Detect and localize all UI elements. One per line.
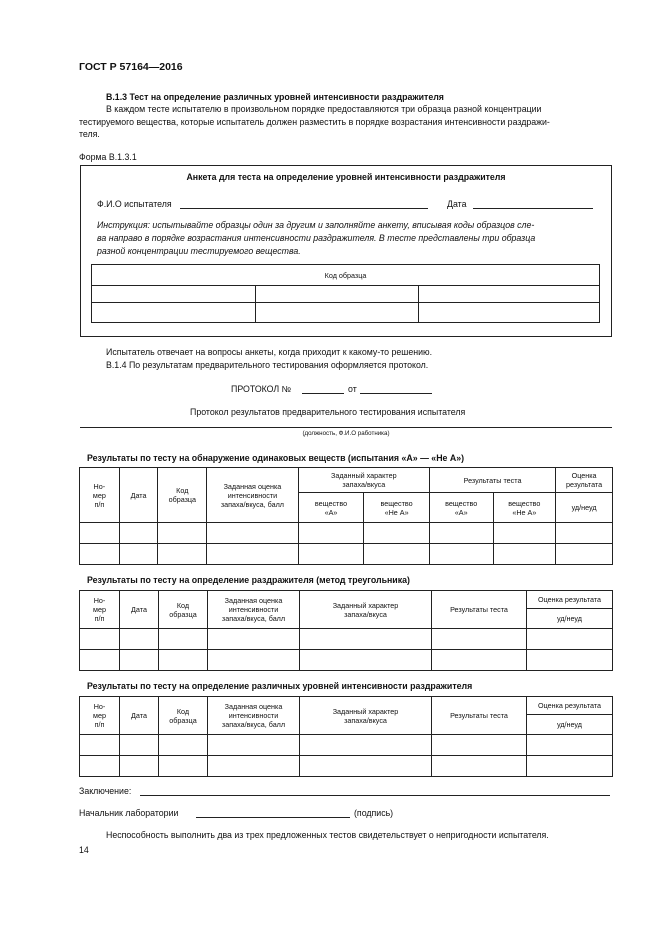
code-cell[interactable] xyxy=(92,303,256,323)
sub-substance-not-a: вещество «Не А» xyxy=(364,493,430,523)
col-character: Заданный характер запаха/вкуса xyxy=(298,468,429,493)
col-evaluation: Оценка результата xyxy=(527,697,613,715)
section-para-line3: теля. xyxy=(79,129,100,139)
table-row[interactable] xyxy=(80,650,613,671)
signature-caption: (должность, Ф.И.О работника) xyxy=(302,430,390,437)
conclusion-field[interactable] xyxy=(140,795,610,796)
section-para-line2: тестируемого вещества, которые испытатель должен разместить в порядке возрастания интенсивности раздражи- xyxy=(79,117,550,127)
table3-title: Результаты по тесту на определение различных уровней интенсивности раздражителя xyxy=(87,681,473,691)
table2 xyxy=(79,590,613,671)
col-evaluation: Оценка результата xyxy=(527,591,613,609)
table1-title: Результаты по тесту на обнаружение одинаковых веществ (испытания «А» — «Не А») xyxy=(87,453,465,463)
protocol-from-label: от xyxy=(348,384,357,394)
fio-field[interactable] xyxy=(180,208,428,209)
table-row[interactable] xyxy=(80,756,613,777)
col-number: Но- мер п/п xyxy=(80,468,120,523)
protocol-no-label: ПРОТОКОЛ № xyxy=(231,384,292,394)
protocol-number-field[interactable] xyxy=(302,393,344,394)
signature-label: (подпись) xyxy=(354,808,394,818)
table-row[interactable] xyxy=(80,735,613,756)
fio-label: Ф.И.О испытателя xyxy=(97,199,172,209)
document-id: ГОСТ Р 57164—2016 xyxy=(79,61,183,73)
instruction-line2: ва направо в порядке возрастания интенсивности раздражителя. В тесте представлены три образца xyxy=(97,233,536,243)
head-lab-signature-field[interactable] xyxy=(196,817,350,818)
col-date: Дата xyxy=(120,591,159,629)
date-label: Дата xyxy=(447,199,467,209)
section-para-line1: В каждом тесте испытателю в произвольном порядке предоставляются три образца разной концентрации xyxy=(106,104,542,114)
code-cell[interactable] xyxy=(419,286,600,303)
col-date: Дата xyxy=(120,697,159,735)
after-form-line1: Испытатель отвечает на вопросы анкеты, когда приходит к какому-то решению. xyxy=(106,347,433,357)
col-code: Код образца xyxy=(159,697,208,735)
col-score: Заданная оценка интенсивности запаха/вкуса, балл xyxy=(207,468,299,523)
section-heading: В.1.3 Тест на определение различных уровней интенсивности раздражителя xyxy=(106,92,444,102)
col-results: Результаты теста xyxy=(432,591,527,629)
code-cell[interactable] xyxy=(92,286,256,303)
head-lab-label: Начальник лаборатории xyxy=(79,808,179,818)
final-note: Неспособность выполнить два из трех предложенных тестов свидетельствует о непригодности испытателя. xyxy=(106,830,549,840)
sample-code-header: Код образца xyxy=(92,265,600,286)
code-cell[interactable] xyxy=(419,303,600,323)
col-evaluation: Оценка результата xyxy=(556,468,613,493)
col-date: Дата xyxy=(119,468,158,523)
page-number: 14 xyxy=(79,845,89,855)
form-label: Форма В.1.3.1 xyxy=(79,152,137,162)
sub-substance-a: вещество «А» xyxy=(298,493,364,523)
sub-evaluation: уд/неуд xyxy=(556,493,613,523)
sub-evaluation: уд/неуд xyxy=(527,715,613,735)
table-row[interactable] xyxy=(80,523,613,544)
col-score: Заданная оценка интенсивности запаха/вкуса, балл xyxy=(208,697,300,735)
code-cell[interactable] xyxy=(256,286,419,303)
instruction-line3: разной концентрации тестируемого вещества. xyxy=(97,246,301,256)
col-code: Код образца xyxy=(159,591,208,629)
col-results: Результаты теста xyxy=(429,468,555,493)
form-title: Анкета для теста на определение уровней интенсивности раздражителя xyxy=(186,172,506,182)
table3 xyxy=(79,696,613,777)
col-score: Заданная оценка интенсивности запаха/вкуса, балл xyxy=(208,591,300,629)
col-results: Результаты теста xyxy=(432,697,527,735)
table1 xyxy=(79,467,613,565)
table-row[interactable] xyxy=(80,544,613,565)
col-number: Но- мер п/п xyxy=(80,697,120,735)
signature-line[interactable] xyxy=(80,427,612,428)
sub-evaluation: уд/неуд xyxy=(527,609,613,629)
date-field[interactable] xyxy=(473,208,593,209)
col-number: Но- мер п/п xyxy=(80,591,120,629)
sub-substance-not-a: вещество «Не А» xyxy=(493,493,556,523)
table2-title: Результаты по тесту на определение раздражителя (метод треугольника) xyxy=(87,575,410,585)
col-character: Заданный характер запаха/вкуса xyxy=(300,591,432,629)
instruction-line1: Инструкция: испытывайте образцы один за другим и заполняйте анкету, вписывая коды образцов сле- xyxy=(97,220,535,230)
sample-code-table xyxy=(91,264,600,323)
table-row[interactable] xyxy=(80,629,613,650)
col-code: Код образца xyxy=(158,468,207,523)
protocol-subtitle: Протокол результатов предварительного тестирования испытателя xyxy=(190,407,466,417)
protocol-date-field[interactable] xyxy=(360,393,432,394)
after-form-line2: В.1.4 По результатам предварительного тестирования оформляется протокол. xyxy=(106,360,429,370)
sub-substance-a: вещество «А» xyxy=(429,493,493,523)
col-character: Заданный характер запаха/вкуса xyxy=(300,697,432,735)
conclusion-label: Заключение: xyxy=(79,786,132,796)
code-cell[interactable] xyxy=(256,303,419,323)
